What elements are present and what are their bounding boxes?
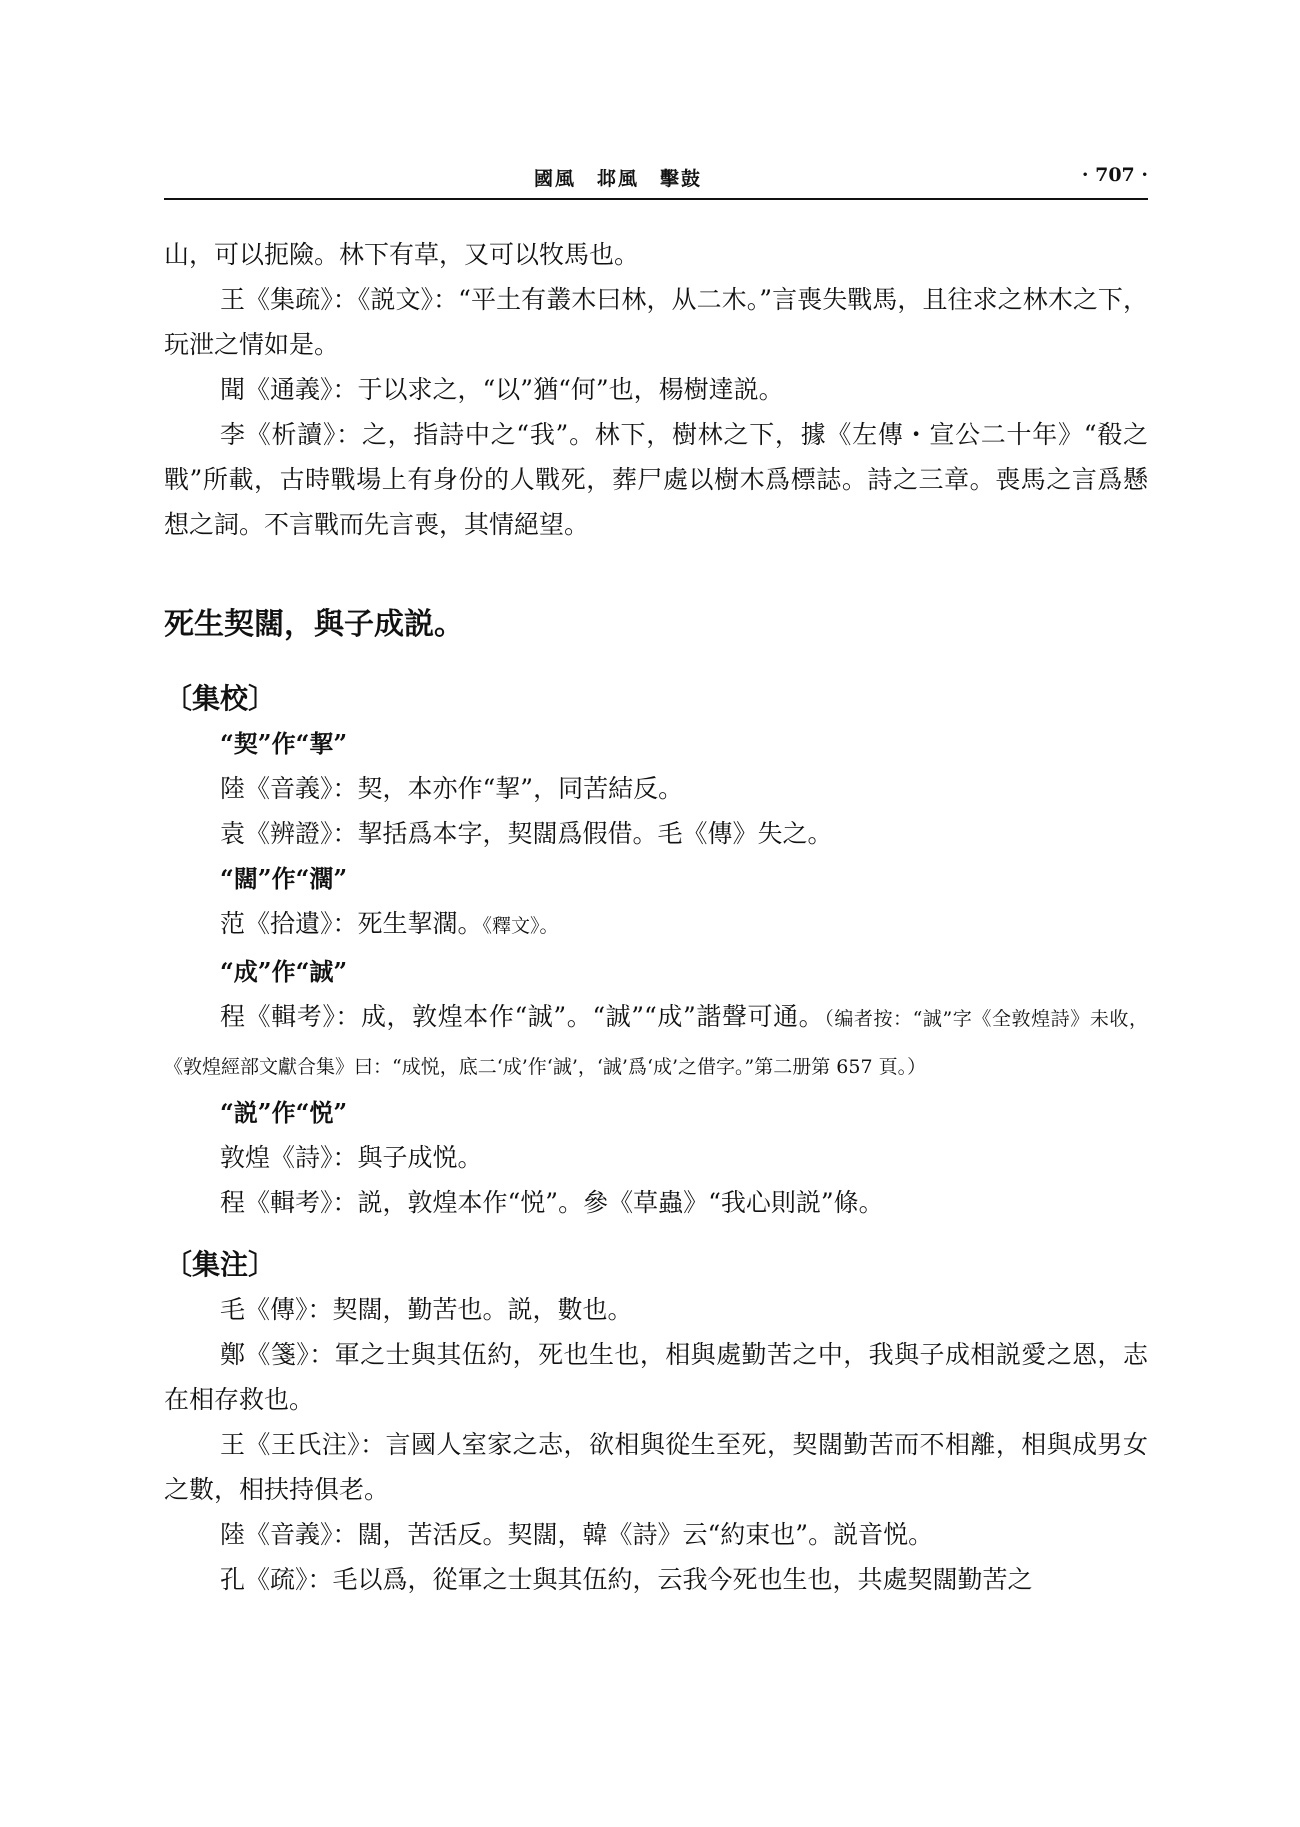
variant-heading: “成”作“誠” (220, 957, 348, 986)
paragraph: 王《王氏注》：言國人室家之志，欲相與從生至死，契闊勤苦而不相離，相與成男女之數，相扶持俱老。 (164, 1430, 1148, 1504)
running-title: 國風 邶風 擊鼓 (534, 168, 703, 190)
variant-heading: “契”作“挈” (220, 729, 348, 758)
paragraph-text: 范《拾遺》：死生挈濶。 (220, 909, 483, 938)
page-body (164, 232, 1148, 1602)
paragraph: 孔《疏》：毛以爲，從軍之士與其伍約，云我今死也生也，共處契闊勤苦之 (220, 1565, 1033, 1594)
paragraph: 陸《音義》：闊，苦活反。契闊，韓《詩》云“約束也”。説音悦。 (220, 1520, 934, 1549)
paragraph: 程《輯考》：説，敦煌本作“悦”。參《草蟲》“我心則説”條。 (220, 1188, 884, 1217)
paragraph: 毛《傳》：契闊，勤苦也。説，數也。 (220, 1295, 633, 1324)
paragraph (164, 901, 1148, 949)
source-note: 《釋文》。 (482, 915, 559, 937)
paragraph: 聞《通義》：于以求之，“以”猶“何”也，楊樹達説。 (220, 375, 784, 404)
paragraph-text: 程《輯考》：成，敦煌本作“誠”。“誠”“成”諧聲可通。 (220, 1002, 825, 1031)
paragraph: 李《析讀》：之，指詩中之“我”。林下，樹林之下，據《左傳・宣公二十年》“殽之戰”所載，古時戰場上有身份的人戰死，葬尸處以樹木爲標誌。詩之三章。喪馬之言爲懸想之詞。不言戰而先言喪，其情絕望。 (164, 420, 1148, 539)
page-number: · 707 · (1081, 164, 1148, 186)
paragraph: 山，可以扼險。林下有草，又可以牧馬也。 (164, 240, 640, 269)
section-title-jijiao: 〔集校〕 (164, 682, 277, 715)
paragraph: 鄭《箋》：軍之士與其伍約，死也生也，相與處勤苦之中，我與子成相説愛之恩，志在相存救也。 (164, 1340, 1148, 1414)
editor-note: （编者按：“誠”字《全敦煌詩》未收，《敦煌經部文獻合集》曰：“成悦，底二‘成’作‘誠’，‘誠’爲‘成’之借字。”第二册第 657 頁。） (164, 1008, 1148, 1078)
variant-heading: “闊”作“濶” (220, 864, 348, 893)
paragraph (164, 994, 1148, 1090)
verse-heading: 死生契闊，與子成説。 (164, 607, 464, 642)
paragraph: 袁《辨證》：挈括爲本字，契闊爲假借。毛《傳》失之。 (220, 819, 833, 848)
paragraph: 王《集疏》：《説文》：“平土有叢木曰林，从二木。”言喪失戰馬，且往求之林木之下，玩泄之情如是。 (164, 285, 1148, 359)
variant-heading: “説”作“悦” (220, 1098, 348, 1127)
header-rule (164, 198, 1148, 200)
section-title-jizhu: 〔集注〕 (164, 1248, 277, 1281)
running-header (164, 160, 1148, 200)
paragraph: 敦煌《詩》：與子成悦。 (220, 1143, 483, 1172)
paragraph: 陸《音義》：契，本亦作“挈”，同苦結反。 (220, 774, 684, 803)
